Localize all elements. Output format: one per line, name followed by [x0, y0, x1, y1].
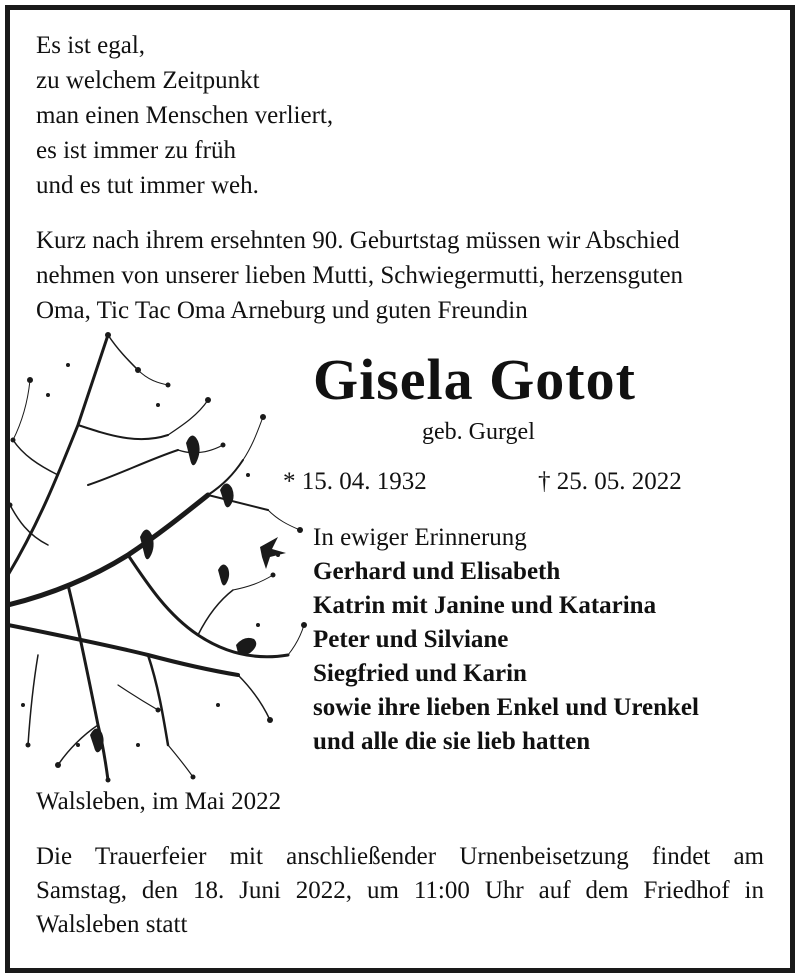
place-date: Walsleben, im Mai 2022	[36, 788, 282, 815]
mourner-name: Peter und Silviane	[313, 626, 509, 653]
mourner-name: Gerhard und Elisabeth	[313, 558, 561, 585]
poem-line: Es ist egal,	[36, 32, 146, 59]
funeral-notice	[36, 840, 764, 942]
mourners-heading: In ewiger Erinnerung	[313, 524, 527, 551]
funeral-line: Die Trauerfeier mit anschließender Urnenbeisetzung findet am	[36, 843, 764, 870]
death-date: † 25. 05. 2022	[538, 468, 682, 495]
deceased-name: Gisela Gotot	[313, 347, 636, 412]
maiden-name: geb. Gurgel	[422, 419, 535, 445]
mourner-name: Siegfried und Karin	[313, 660, 527, 687]
mourner-name: und alle die sie lieb hatten	[313, 728, 591, 755]
mourner-name: Katrin mit Janine und Katarina	[313, 592, 657, 619]
birth-date: * 15. 04. 1932	[283, 468, 427, 495]
funeral-line: Walsleben statt	[36, 911, 188, 938]
funeral-line: Samstag, den 18. Juni 2022, um 11:00 Uhr auf dem Friedhof in	[36, 877, 764, 904]
tree-with-birds-icon	[8, 325, 308, 785]
poem-line: man einen Menschen verliert,	[36, 102, 334, 129]
intro-line: Oma, Tic Tac Oma Arneburg und guten Freundin	[36, 297, 528, 324]
poem	[36, 28, 333, 203]
intro-text	[36, 223, 766, 328]
intro-line: Kurz nach ihrem ersehnten 90. Geburtstag müssen wir Abschied	[36, 227, 680, 254]
poem-line: es ist immer zu früh	[36, 137, 236, 164]
mourner-name: sowie ihre lieben Enkel und Urenkel	[313, 694, 699, 721]
intro-line: nehmen von unserer lieben Mutti, Schwiegermutti, herzensguten	[36, 262, 684, 289]
poem-line: zu welchem Zeitpunkt	[36, 67, 260, 94]
poem-line: und es tut immer weh.	[36, 172, 259, 199]
mourners-list	[313, 521, 699, 759]
